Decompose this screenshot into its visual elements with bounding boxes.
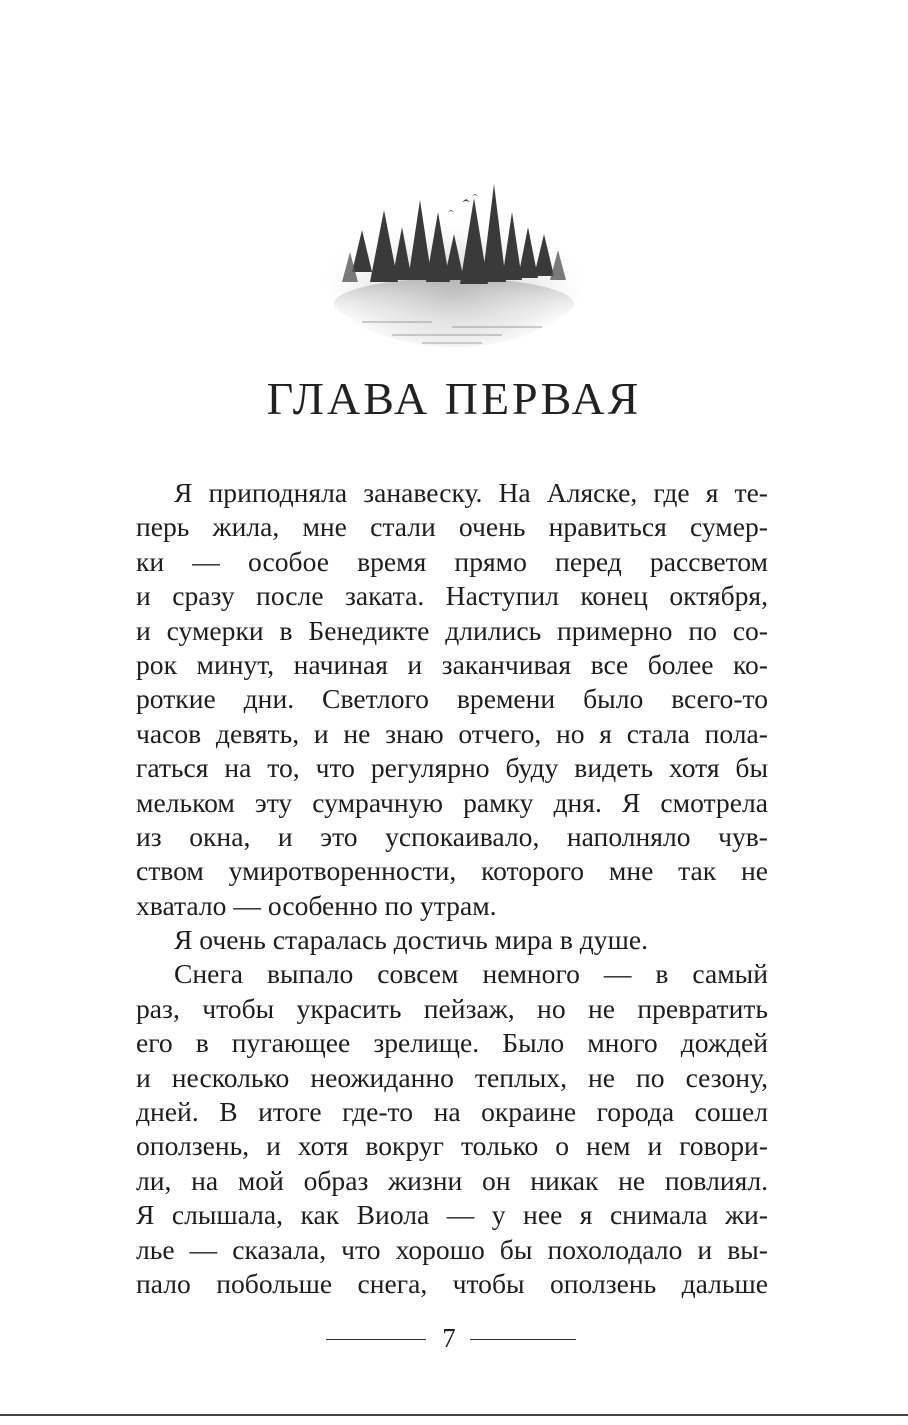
bottom-divider <box>0 1414 908 1416</box>
footer-rule-left <box>326 1339 426 1340</box>
footer-rule-right <box>470 1339 576 1340</box>
text-line: часов девять, и не знаю отчего, но я стала пола- <box>136 717 768 749</box>
text-line: ли, на мой образ жизни он никак не повлиял. <box>136 1164 768 1196</box>
text-line: и сразу после заката. Наступил конец октября, <box>136 580 768 612</box>
chapter-body-text <box>136 476 768 1301</box>
text-line: оползень, и хотя вокруг только о нем и говори- <box>136 1130 768 1162</box>
text-line: рок минут, начиная и заканчивая все более ко- <box>136 648 768 680</box>
chapter-title: ГЛАВА ПЕРВАЯ <box>266 373 642 424</box>
forest-island-illustration <box>322 172 586 362</box>
text-line: Я слышала, как Виола — у нее я снимала жи- <box>136 1199 768 1231</box>
text-line: и сумерки в Бенедикте длились примерно по со- <box>136 614 768 646</box>
text-line: хватало — особенно по утрам. <box>136 889 497 921</box>
text-line: ством умиротворенности, которого мне так не <box>136 855 768 887</box>
text-line: мельком эту сумрачную рамку дня. Я смотрела <box>136 786 768 818</box>
text-line: его в пугающее зрелище. Было много дождей <box>136 1027 768 1059</box>
text-line: перь жила, мне стали очень нравиться сумер- <box>136 511 768 543</box>
text-line: лье — сказала, что хорошо бы похолодало и вы- <box>136 1233 768 1265</box>
page-footer <box>0 1323 908 1363</box>
text-line: пало побольше снега, чтобы оползень дальше <box>136 1267 768 1299</box>
text-line: гаться на то, что регулярно буду видеть хотя бы <box>136 752 768 784</box>
text-line: Снега выпало совсем немного — в самый <box>174 958 768 990</box>
text-line: Я приподняла занавеску. На Аляске, где я те- <box>174 477 768 508</box>
text-line: раз, чтобы украсить пейзаж, но не превратить <box>136 992 768 1024</box>
text-line: из окна, и это успокаивало, наполняло чув- <box>136 820 768 852</box>
text-line: роткие дни. Светлого времени было всего-то <box>136 683 768 715</box>
page-number: 7 <box>442 1323 456 1353</box>
text-line: и несколько неожиданно теплых, не по сезону, <box>136 1061 768 1093</box>
text-line: дней. В итоге где-то на окраине города сошел <box>136 1096 768 1128</box>
text-line: ки — особое время прямо перед рассветом <box>136 545 768 577</box>
text-line: Я очень старалась достичь мира в душе. <box>174 924 648 956</box>
